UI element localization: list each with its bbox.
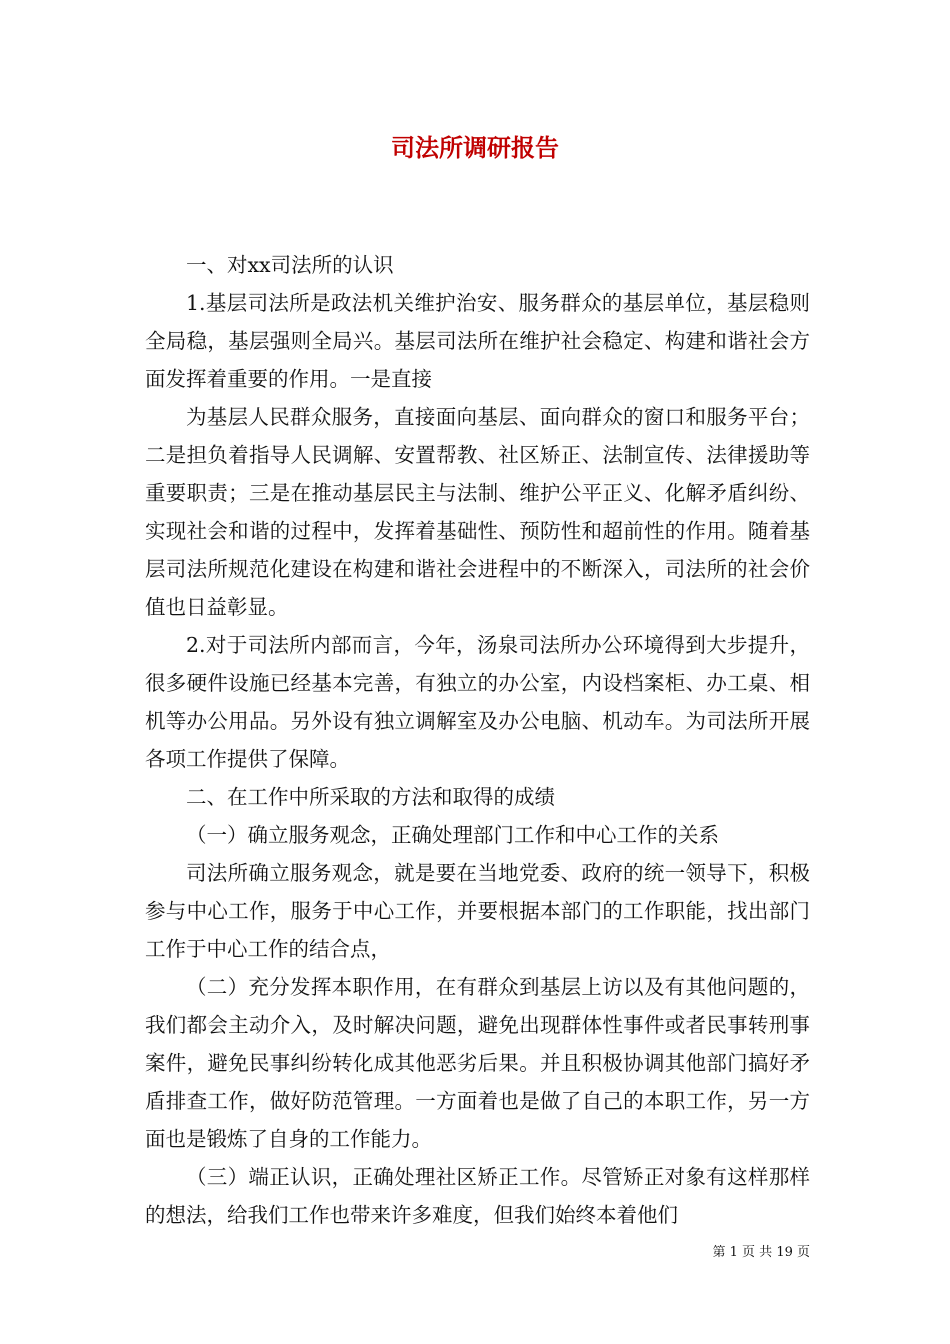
paragraph-3: 2.对于司法所内部而言，今年，汤泉司法所办公环境得到大步提升，很多硬件设施已经基本完善，有独立的办公室，内设档案柜、办工桌、相机等办公用品。另外设有独立调解室及办公电脑、机动车。为司法所开展各项工作提供了保障。 [145, 633, 810, 771]
section-heading-1: 一、对xx司法所的认识 [186, 253, 394, 277]
paragraph-2: 为基层人民群众服务，直接面向基层、面向群众的窗口和服务平台；二是担负着指导人民调解、安置帮教、社区矫正、法制宣传、法律援助等重要职责；三是在推动基层民主与法制、维护公平正义、化解矛盾纠纷、实现社会和谐的过程中，发挥着基础性、预防性和超前性的作用。随着基层司法所规范化建设在构建和谐社会进程中的不断深入，司法所的社会价值也日益彰显。 [145, 405, 810, 619]
page-number: 第 1 页 共 19 页 [712, 1245, 810, 1260]
paragraph-1: 1.基层司法所是政法机关维护治安、服务群众的基层单位，基层稳则全局稳，基层强则全局兴。基层司法所在维护社会稳定、构建和谐社会方面发挥着重要的作用。一是直接 [145, 291, 810, 391]
page-title: 司法所调研报告 [391, 133, 559, 162]
paragraph-5: （二）充分发挥本职作用，在有群众到基层上访以及有其他问题的，我们都会主动介入，及时解决问题，避免出现群体性事件或者民事转刑事案件，避免民事纠纷转化成其他恶劣后果。并且积极协调其他部门搞好矛盾排查工作，做好防范管理。一方面着也是做了自己的本职工作，另一方面也是锻炼了自身的工作能力。 [145, 975, 810, 1151]
section-heading-2: 二、在工作中所采取的方法和取得的成绩 [186, 785, 555, 809]
document-body [145, 246, 810, 1234]
subsection-heading-1: （一）确立服务观念，正确处理部门工作和中心工作的关系 [186, 823, 719, 847]
paragraph-4: 司法所确立服务观念，就是要在当地党委、政府的统一领导下，积极参与中心工作，服务于中心工作，并要根据本部门的工作职能，找出部门工作于中心工作的结合点， [145, 861, 810, 961]
paragraph-6: （三）端正认识，正确处理社区矫正工作。尽管矫正对象有这样那样的想法，给我们工作也带来许多难度，但我们始终本着他们 [145, 1165, 810, 1227]
